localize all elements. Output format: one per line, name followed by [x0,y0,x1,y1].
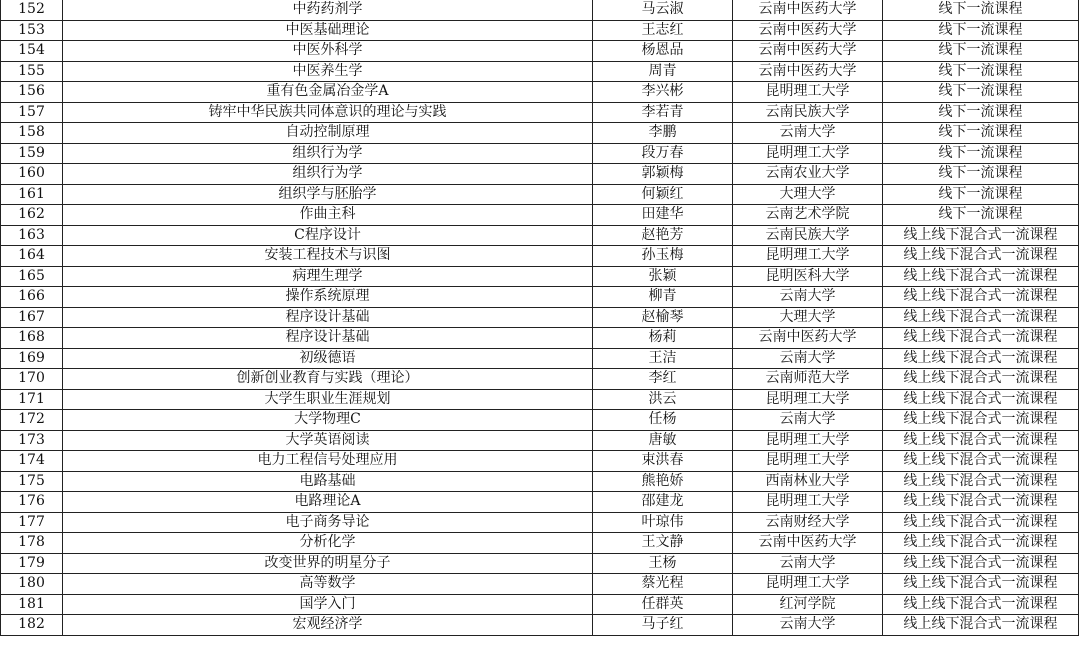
course-type-cell: 线上线下混合式一流课程 [883,389,1079,410]
school-name-cell: 昆明理工大学 [733,82,883,103]
table-row [1,369,1079,390]
course-type-cell: 线下一流课程 [883,61,1079,82]
course-name-cell: 电子商务导论 [63,512,593,533]
course-type-cell: 线上线下混合式一流课程 [883,225,1079,246]
school-name-cell: 云南财经大学 [733,512,883,533]
school-name-cell: 云南大学 [733,410,883,431]
course-type-cell: 线上线下混合式一流课程 [883,410,1079,431]
course-leader-cell: 何颖红 [593,184,733,205]
school-name-cell: 昆明医科大学 [733,266,883,287]
table-row [1,328,1079,349]
school-name-cell: 云南大学 [733,615,883,636]
school-name-cell: 昆明理工大学 [733,246,883,267]
course-name-cell: 分析化学 [63,533,593,554]
course-name-cell: 组织行为学 [63,164,593,185]
course-leader-cell: 马云淑 [593,0,733,20]
table-row [1,82,1079,103]
course-name-cell: 程序设计基础 [63,328,593,349]
school-name-cell: 大理大学 [733,184,883,205]
row-number-cell: 171 [1,389,63,410]
school-name-cell: 昆明理工大学 [733,574,883,595]
course-name-cell: 中医外科学 [63,41,593,62]
table-row [1,307,1079,328]
course-type-cell: 线下一流课程 [883,143,1079,164]
school-name-cell: 云南农业大学 [733,164,883,185]
course-type-cell: 线上线下混合式一流课程 [883,553,1079,574]
course-leader-cell: 段万春 [593,143,733,164]
course-name-cell: 中药药剂学 [63,0,593,20]
row-number-cell: 177 [1,512,63,533]
table-row [1,533,1079,554]
course-type-cell: 线上线下混合式一流课程 [883,287,1079,308]
school-name-cell: 云南中医药大学 [733,61,883,82]
course-type-cell: 线上线下混合式一流课程 [883,492,1079,513]
school-name-cell: 云南中医药大学 [733,533,883,554]
course-leader-cell: 任群英 [593,594,733,615]
row-number-cell: 170 [1,369,63,390]
table-row [1,61,1079,82]
table-row [1,615,1079,636]
course-type-cell: 线下一流课程 [883,205,1079,226]
course-name-cell: 电路理论A [63,492,593,513]
course-leader-cell: 王志红 [593,20,733,41]
table-row [1,287,1079,308]
table-row [1,0,1079,20]
row-number-cell: 164 [1,246,63,267]
course-leader-cell: 李若青 [593,102,733,123]
school-name-cell: 昆明理工大学 [733,143,883,164]
row-number-cell: 166 [1,287,63,308]
row-number-cell: 175 [1,471,63,492]
table-row [1,574,1079,595]
course-leader-cell: 孙玉梅 [593,246,733,267]
school-name-cell: 大理大学 [733,307,883,328]
table-row [1,246,1079,267]
table-row [1,471,1079,492]
row-number-cell: 179 [1,553,63,574]
course-name-cell: 铸牢中华民族共同体意识的理论与实践 [63,102,593,123]
row-number-cell: 182 [1,615,63,636]
school-name-cell: 西南林业大学 [733,471,883,492]
course-leader-cell: 任杨 [593,410,733,431]
table-row [1,205,1079,226]
school-name-cell: 云南民族大学 [733,225,883,246]
course-leader-cell: 熊艳娇 [593,471,733,492]
school-name-cell: 红河学院 [733,594,883,615]
course-name-cell: 大学英语阅读 [63,430,593,451]
school-name-cell: 昆明理工大学 [733,492,883,513]
row-number-cell: 172 [1,410,63,431]
course-type-cell: 线上线下混合式一流课程 [883,369,1079,390]
course-name-cell: 安装工程技术与识图 [63,246,593,267]
course-type-cell: 线上线下混合式一流课程 [883,430,1079,451]
row-number-cell: 153 [1,20,63,41]
course-type-cell: 线上线下混合式一流课程 [883,307,1079,328]
school-name-cell: 昆明理工大学 [733,430,883,451]
course-name-cell: 病理生理学 [63,266,593,287]
school-name-cell: 云南中医药大学 [733,0,883,20]
course-type-cell: 线下一流课程 [883,20,1079,41]
course-type-cell: 线下一流课程 [883,184,1079,205]
course-type-cell: 线上线下混合式一流课程 [883,348,1079,369]
course-leader-cell: 邵建龙 [593,492,733,513]
row-number-cell: 165 [1,266,63,287]
table-row [1,430,1079,451]
course-leader-cell: 王洁 [593,348,733,369]
course-leader-cell: 束洪春 [593,451,733,472]
table-row [1,102,1079,123]
course-name-cell: 宏观经济学 [63,615,593,636]
row-number-cell: 161 [1,184,63,205]
course-leader-cell: 王文静 [593,533,733,554]
school-name-cell: 云南大学 [733,287,883,308]
course-type-cell: 线上线下混合式一流课程 [883,266,1079,287]
course-leader-cell: 田建华 [593,205,733,226]
course-leader-cell: 李鹏 [593,123,733,144]
row-number-cell: 154 [1,41,63,62]
course-leader-cell: 李兴彬 [593,82,733,103]
school-name-cell: 昆明理工大学 [733,451,883,472]
row-number-cell: 158 [1,123,63,144]
row-number-cell: 163 [1,225,63,246]
row-number-cell: 162 [1,205,63,226]
row-number-cell: 176 [1,492,63,513]
course-leader-cell: 周青 [593,61,733,82]
table-row [1,20,1079,41]
course-type-cell: 线下一流课程 [883,102,1079,123]
course-type-cell: 线上线下混合式一流课程 [883,246,1079,267]
course-name-cell: 创新创业教育与实践（理论） [63,369,593,390]
course-leader-cell: 唐敏 [593,430,733,451]
row-number-cell: 167 [1,307,63,328]
row-number-cell: 155 [1,61,63,82]
row-number-cell: 160 [1,164,63,185]
course-leader-cell: 王杨 [593,553,733,574]
course-leader-cell: 张颖 [593,266,733,287]
course-name-cell: 大学生职业生涯规划 [63,389,593,410]
row-number-cell: 178 [1,533,63,554]
row-number-cell: 159 [1,143,63,164]
row-number-cell: 173 [1,430,63,451]
course-leader-cell: 杨莉 [593,328,733,349]
course-leader-cell: 赵艳芳 [593,225,733,246]
table-row [1,164,1079,185]
table-row [1,123,1079,144]
row-number-cell: 157 [1,102,63,123]
course-name-cell: 自动控制原理 [63,123,593,144]
course-leader-cell: 马子红 [593,615,733,636]
course-type-cell: 线上线下混合式一流课程 [883,533,1079,554]
row-number-cell: 156 [1,82,63,103]
course-type-cell: 线上线下混合式一流课程 [883,512,1079,533]
row-number-cell: 168 [1,328,63,349]
school-name-cell: 昆明理工大学 [733,389,883,410]
table-row [1,184,1079,205]
school-name-cell: 云南大学 [733,553,883,574]
table-row [1,512,1079,533]
row-number-cell: 181 [1,594,63,615]
school-name-cell: 云南师范大学 [733,369,883,390]
row-number-cell: 152 [1,0,63,20]
course-name-cell: 大学物理C [63,410,593,431]
course-type-cell: 线上线下混合式一流课程 [883,594,1079,615]
table-row [1,225,1079,246]
course-leader-cell: 郭颖梅 [593,164,733,185]
course-leader-cell: 柳青 [593,287,733,308]
table-row [1,41,1079,62]
course-leader-cell: 蔡光程 [593,574,733,595]
course-type-cell: 线下一流课程 [883,82,1079,103]
course-type-cell: 线上线下混合式一流课程 [883,615,1079,636]
row-number-cell: 180 [1,574,63,595]
school-name-cell: 云南艺术学院 [733,205,883,226]
school-name-cell: 云南中医药大学 [733,20,883,41]
row-number-cell: 174 [1,451,63,472]
course-name-cell: 高等数学 [63,574,593,595]
course-type-cell: 线下一流课程 [883,123,1079,144]
course-type-cell: 线上线下混合式一流课程 [883,471,1079,492]
table-row [1,492,1079,513]
course-leader-cell: 李红 [593,369,733,390]
course-name-cell: 初级德语 [63,348,593,369]
course-name-cell: 操作系统原理 [63,287,593,308]
course-type-cell: 线下一流课程 [883,0,1079,20]
course-type-cell: 线上线下混合式一流课程 [883,328,1079,349]
table-row [1,594,1079,615]
course-type-cell: 线下一流课程 [883,164,1079,185]
course-leader-cell: 杨恩品 [593,41,733,62]
course-name-cell: 组织行为学 [63,143,593,164]
course-type-cell: 线下一流课程 [883,41,1079,62]
course-leader-cell: 叶琼伟 [593,512,733,533]
school-name-cell: 云南中医药大学 [733,41,883,62]
course-name-cell: 重有色金属冶金学A [63,82,593,103]
course-type-cell: 线上线下混合式一流课程 [883,574,1079,595]
course-leader-cell: 洪云 [593,389,733,410]
table-row [1,389,1079,410]
course-name-cell: 作曲主科 [63,205,593,226]
course-name-cell: 电路基础 [63,471,593,492]
course-name-cell: 程序设计基础 [63,307,593,328]
course-name-cell: 改变世界的明星分子 [63,553,593,574]
school-name-cell: 云南中医药大学 [733,328,883,349]
course-name-cell: C程序设计 [63,225,593,246]
table-row [1,553,1079,574]
table-row [1,143,1079,164]
course-name-cell: 电力工程信号处理应用 [63,451,593,472]
table-row [1,451,1079,472]
course-name-cell: 中医养生学 [63,61,593,82]
table-row [1,348,1079,369]
course-name-cell: 国学入门 [63,594,593,615]
course-leader-cell: 赵榆琴 [593,307,733,328]
course-name-cell: 组织学与胚胎学 [63,184,593,205]
course-table-body [1,0,1079,635]
table-row [1,266,1079,287]
course-name-cell: 中医基础理论 [63,20,593,41]
course-type-cell: 线上线下混合式一流课程 [883,451,1079,472]
table-row [1,410,1079,431]
school-name-cell: 云南大学 [733,123,883,144]
school-name-cell: 云南民族大学 [733,102,883,123]
row-number-cell: 169 [1,348,63,369]
school-name-cell: 云南大学 [733,348,883,369]
